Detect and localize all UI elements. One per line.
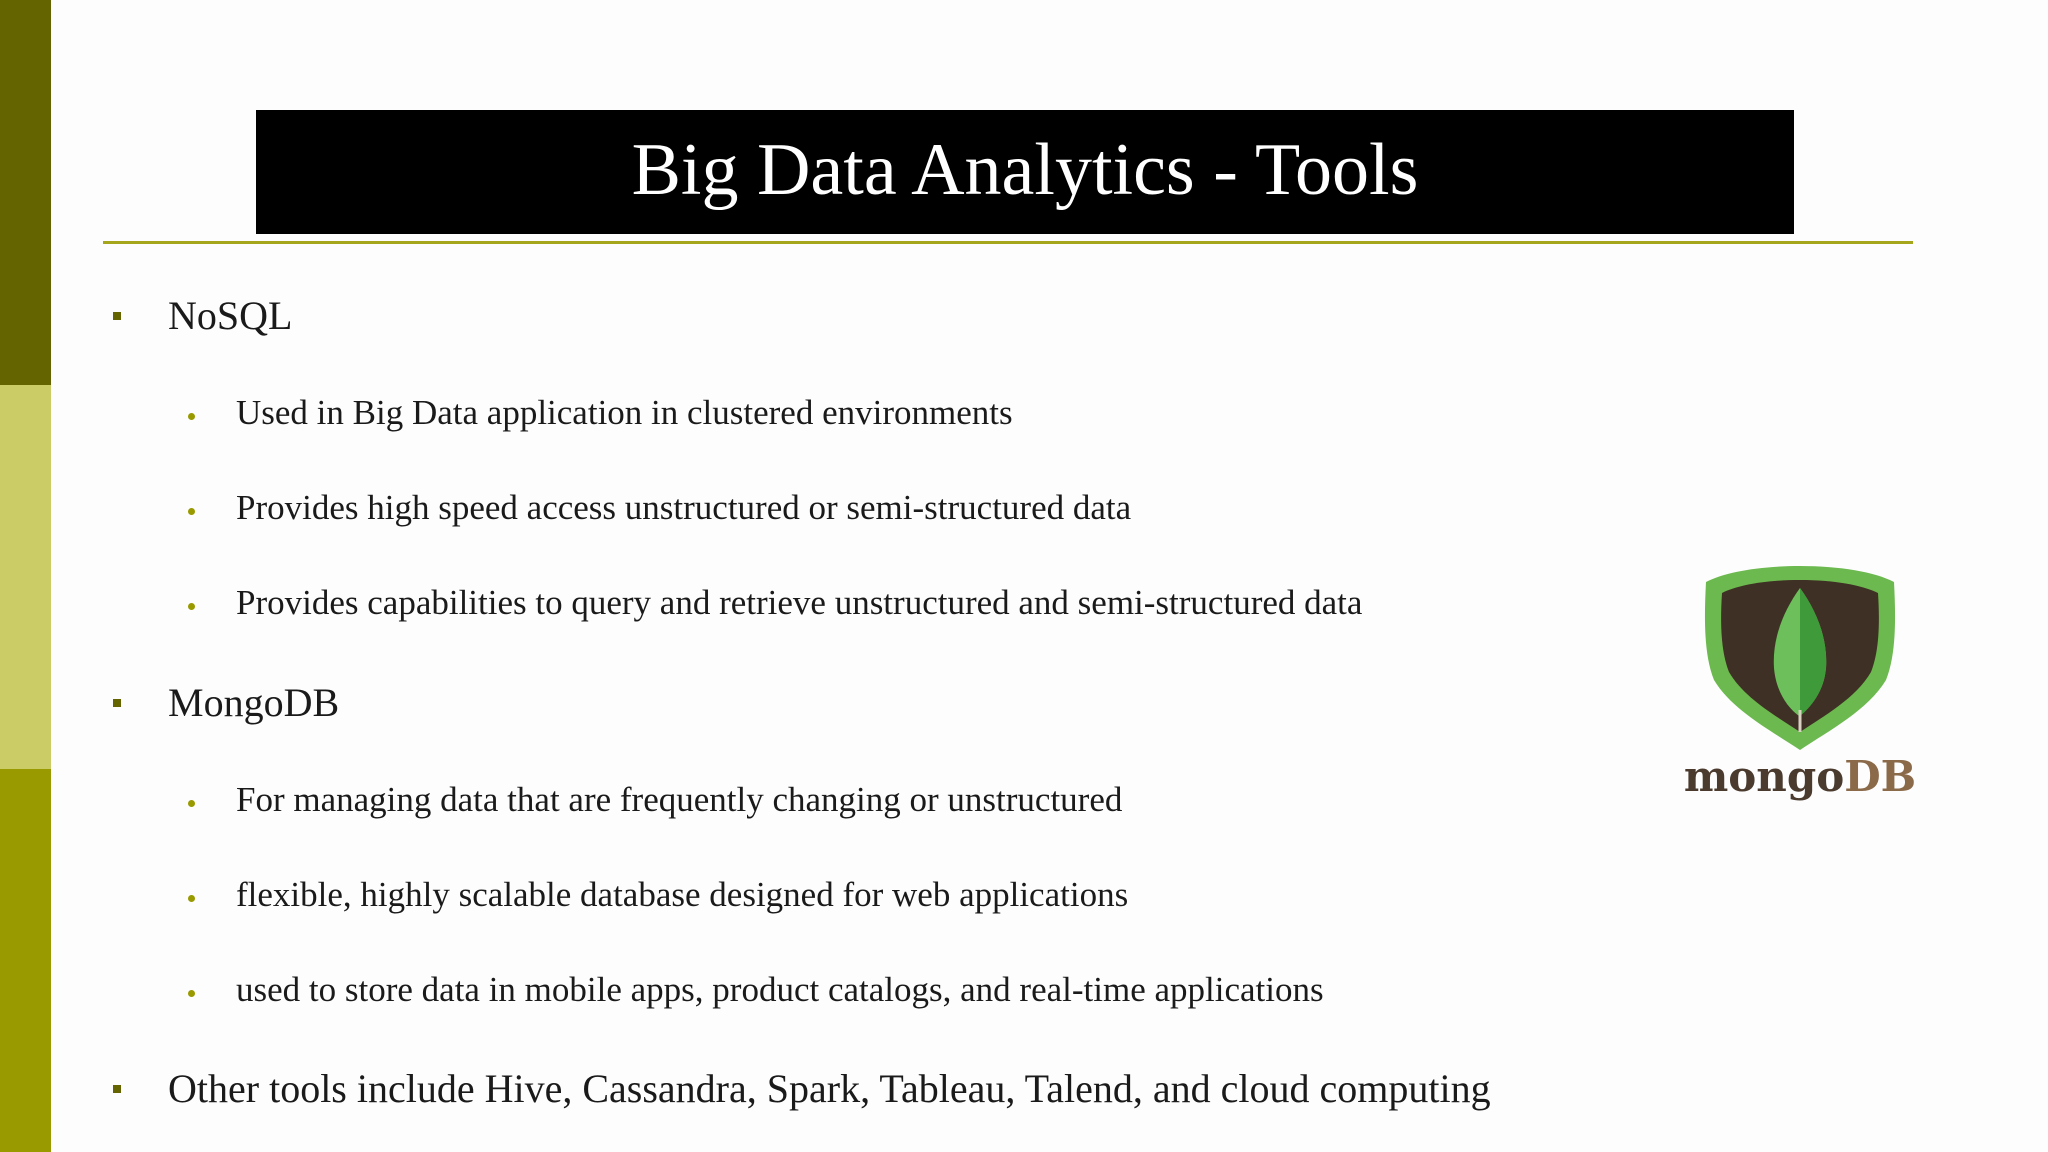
mongodb-logo — [1680, 560, 1920, 820]
bullet-text: Other tools include Hive, Cassandra, Spark, Tableau, Talend, and cloud computing — [168, 1066, 1491, 1111]
square-bullet-icon — [113, 312, 121, 320]
sub-bullet-text: used to store data in mobile apps, product catalogs, and real-time applications — [236, 970, 1324, 1009]
round-bullet-icon — [188, 800, 195, 807]
square-bullet-icon — [113, 1085, 121, 1093]
bullet-text: NoSQL — [168, 293, 293, 338]
sub-bullet-text: Provides high speed access unstructured or semi-structured data — [236, 488, 1132, 527]
slide-title: Big Data Analytics - Tools — [631, 129, 1419, 211]
sub-bullet-text: For managing data that are frequently changing or unstructured — [236, 780, 1123, 819]
side-bar-top — [0, 0, 51, 385]
wordmark-db: DB — [1844, 752, 1917, 801]
round-bullet-icon — [188, 990, 195, 997]
sub-bullet-text: flexible, highly scalable database designed for web applications — [236, 875, 1129, 914]
side-bar-middle — [0, 385, 51, 769]
title-box — [256, 110, 1794, 234]
round-bullet-icon — [188, 508, 195, 515]
side-bar-bottom — [0, 769, 51, 1152]
round-bullet-icon — [188, 603, 195, 610]
square-bullet-icon — [113, 699, 121, 707]
wordmark-mongo: mongo — [1683, 752, 1845, 801]
round-bullet-icon — [188, 895, 195, 902]
bullet-text: MongoDB — [168, 680, 340, 725]
title-underline — [103, 241, 1913, 244]
mongodb-wordmark — [1680, 752, 1920, 801]
round-bullet-icon — [188, 413, 195, 420]
sub-bullet-text: Provides capabilities to query and retrieve unstructured and semi-structured data — [236, 583, 1363, 622]
mongodb-leaf-shield-icon — [1680, 560, 1920, 750]
sub-bullet-text: Used in Big Data application in clustered environments — [236, 393, 1013, 432]
